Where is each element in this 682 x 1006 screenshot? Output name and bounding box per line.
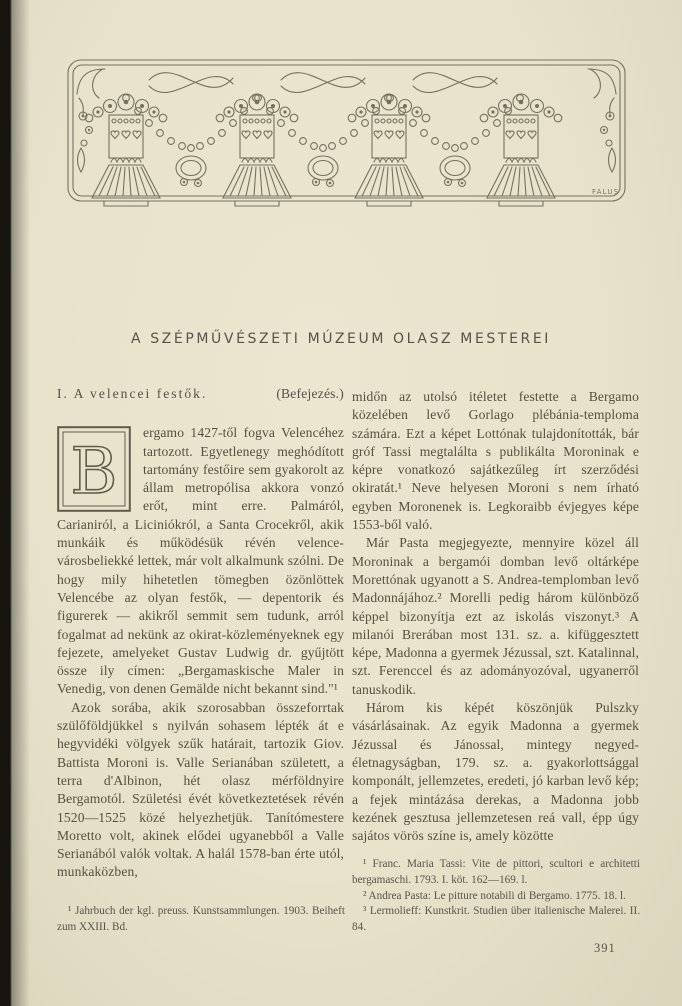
footnote: ³ Lermolieff: Kunstkrit. Studien über italienische Malerei. II. 84.: [352, 905, 640, 934]
right-column: [352, 388, 639, 845]
article-title: A SZÉPMŰVÉSZETI MÚZEUM OLASZ MESTEREI: [130, 331, 552, 347]
paragraph: Három kis képét köszönjük Pulszky vásárlásainak. Az egyik Madonna a gyermek Jézussal és Jánossal, mintegy negyed-életnagyságban, 179. sz. a. gyakorlottsággal komponált, jellemzetes, eredeti, jó karban levő kép; a fejek mintázása derekas, a Madonna jobb kezének gesztusa jellemzetesen reá vall, épp úgy sajátos vörös színe is, amely közötte: [352, 700, 639, 844]
paragraph: Már Pasta megjegyezte, mennyire közel áll Moroninak a bergamói domban levő oltárképe Morettónak ugyanott a S. Andrea-templomban levő Madonnájához.² Morelli pedig három különböző képpel bizonyítja ezt az iskolás viszonyt.³ A milanói Brerában most 131. sz. a. kifüggesztett képe, Madonna a gyermek Jézussal, szt. Katalinnal, szt. Ferenccel és az adományozóval, ugyanerről tanuskodik.: [352, 535, 639, 697]
right-footnotes: [352, 857, 640, 936]
header-ornament-illustration: [65, 58, 628, 215]
paragraph: midőn az utolsó itéletet festette a Bergamo közelében levő Gorlago plébánia-temploma számára. Ezt a képet Lottónak tulajdonították, bár gróf Tassi megtalálta s publikálta Moroninak e képre vonatkozó sajátkezűleg írt szerződési okiratát.¹ Neve helyesen Moroni s nem írható egyben Moronenek is. Legkoraibb évjegyes képe 1553-ből való.: [352, 389, 639, 533]
paragraph: [57, 424, 344, 698]
footnote: ² Andrea Pasta: Le pitture notabili di Bergamo. 1775. 18. l.: [363, 889, 626, 902]
left-footnotes: [57, 904, 345, 936]
paragraph-text: ergamo 1427-től fogva Velencéhez tartozott. Egyetlenegy meghódított tartomány festőire sem gyakorolt az állam metropólisa akkora vonzó erőt, mint erre. Palmáról, Carianiról, a Liciniókról, a Santa Crocekről, akik munkáik és működésük révén velence-városbeliekké lettek, már volt alkalmunk szólni. De hogy mily hihetetlen tömegben özönlöttek Velencébe az olyan festők, — depentorik és figurerek — akikről semmit sem tudunk, arról fogalmat ad nekünk az okirat-közleményeknek egy fejezete, amelyeket Gustav Ludwig dr. gyűjtött össze ily címen: „Bergamaskische Maler in Venedig, von denen Gemälde nicht bekannt sind."¹: [57, 425, 344, 697]
paragraph: Azok sorába, akik szorosabban összeforrtak szülőföldjükkel s nyilván sohasem lépték át e hegyvidéki völgyek szűk határait, tartozik Giov. Battista Moroni is. Valle Serianában született, a terra d'Albinon, hét olasz mérföldnyire Bergamotól. Születési évét következtetések révén 1520—1525 közé helyezhetjük. Tanítómestere Moretto volt, akinek elődei ugyanebből a Valle Serianából valók voltak. A halál 1578-ban érte utól, munkaközben,: [57, 699, 344, 880]
frame-tabs: [104, 201, 543, 206]
ornament-signature: FALUS: [592, 188, 620, 196]
drop-cap-letter: B: [70, 435, 118, 510]
drop-cap-frame: [57, 426, 131, 512]
footnote: ¹ Franc. Maria Tassi: Vite de pittori, scultori e architetti bergamaschi. 1793. I. köt. 162—169. l.: [352, 858, 640, 886]
page-number: 391: [594, 941, 616, 955]
section-note: (Befejezés.): [276, 386, 344, 401]
footnote: ¹ Jahrbuch der kgl. preuss. Kunstsammlungen. 1903. Beiheft zum XXIII. Bd.: [57, 905, 345, 933]
section-heading: I. A velencei festők.: [57, 386, 208, 401]
section-heading-row: [57, 385, 344, 403]
drop-cap: [57, 426, 131, 512]
left-column: [57, 385, 344, 882]
